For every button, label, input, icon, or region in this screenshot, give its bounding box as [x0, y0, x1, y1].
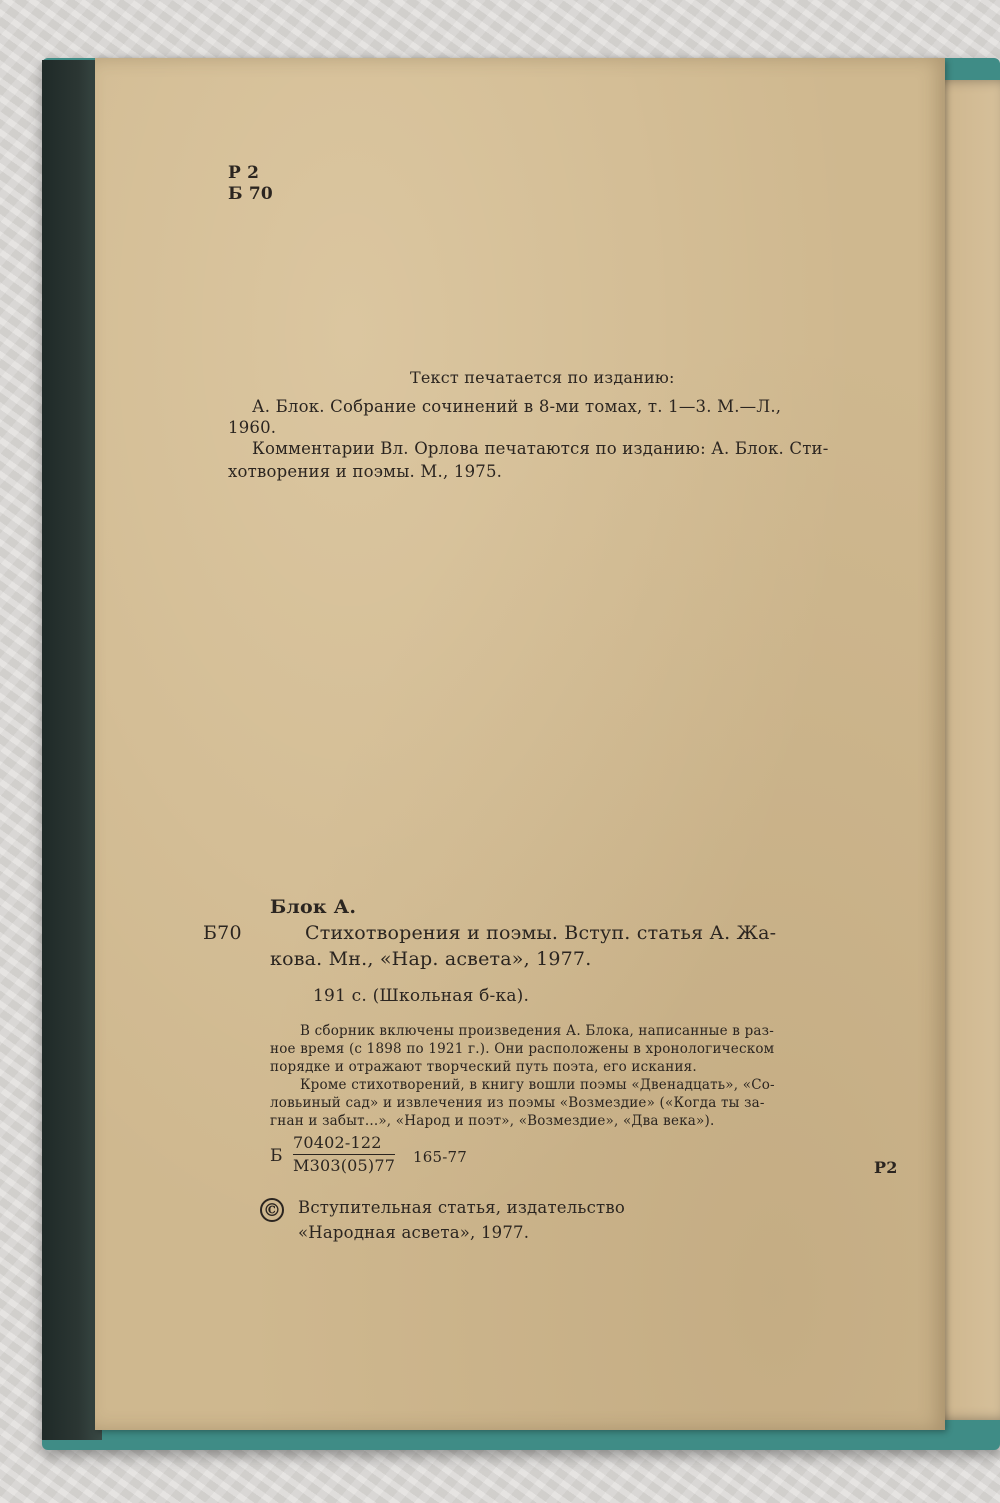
annotation-line-6: гнан и забыт...», «Народ и поэт», «Возмездие», «Два века»).: [270, 1113, 715, 1129]
isbn-letter: Б: [270, 1146, 283, 1166]
class-code-right: Р2: [874, 1158, 898, 1177]
copyright-line-2: «Народная асвета», 1977.: [298, 1223, 530, 1242]
isbn-numerator: 70402-122: [293, 1133, 382, 1152]
annotation-line-1: В сборник включены произведения А. Блока, написанные в раз-: [300, 1023, 775, 1039]
class-code-line-2: Б 70: [228, 184, 273, 204]
annotation-line-5: ловьиный сад» и извлечения из поэмы «Возмездие» («Когда ты за-: [270, 1095, 765, 1111]
catalog-title-line-2: кова. Мн., «Нар. асвета», 1977.: [270, 948, 592, 970]
source-line-2: 1960.: [228, 418, 277, 437]
source-line-1: А. Блок. Собрание сочинений в 8-ми томах, т. 1—3. М.—Л.,: [252, 397, 782, 416]
annotation-line-2: ное время (с 1898 по 1921 г.). Они расположены в хронологическом: [270, 1041, 775, 1057]
copyright-line-1: Вступительная статья, издательство: [298, 1198, 626, 1217]
copyright-icon: ©: [260, 1198, 284, 1222]
catalog-code: Б70: [203, 922, 242, 944]
book-page: [95, 58, 945, 1430]
catalog-title-line-1: Стихотворения и поэмы. Вступ. статья А. Жа-: [305, 922, 777, 944]
class-code-line-1: Р 2: [228, 163, 260, 183]
catalog-author: Блок А.: [270, 896, 357, 918]
catalog-pages: 191 с. (Школьная б-ка).: [313, 986, 530, 1006]
source-heading: Текст печатается по изданию:: [410, 368, 675, 387]
source-line-4: хотворения и поэмы. М., 1975.: [228, 462, 503, 481]
annotation-line-3: порядке и отражают творческий путь поэта, его искания.: [270, 1059, 697, 1075]
isbn-denominator: М303(05)77: [293, 1156, 396, 1175]
isbn-suffix: 165-77: [413, 1148, 467, 1166]
cover-edge: [42, 60, 102, 1440]
annotation-line-4: Кроме стихотворений, в книгу вошли поэмы «Двенадцать», «Со-: [300, 1077, 775, 1093]
source-line-3: Комментарии Вл. Орлова печатаются по изданию: А. Блок. Сти-: [252, 439, 829, 458]
